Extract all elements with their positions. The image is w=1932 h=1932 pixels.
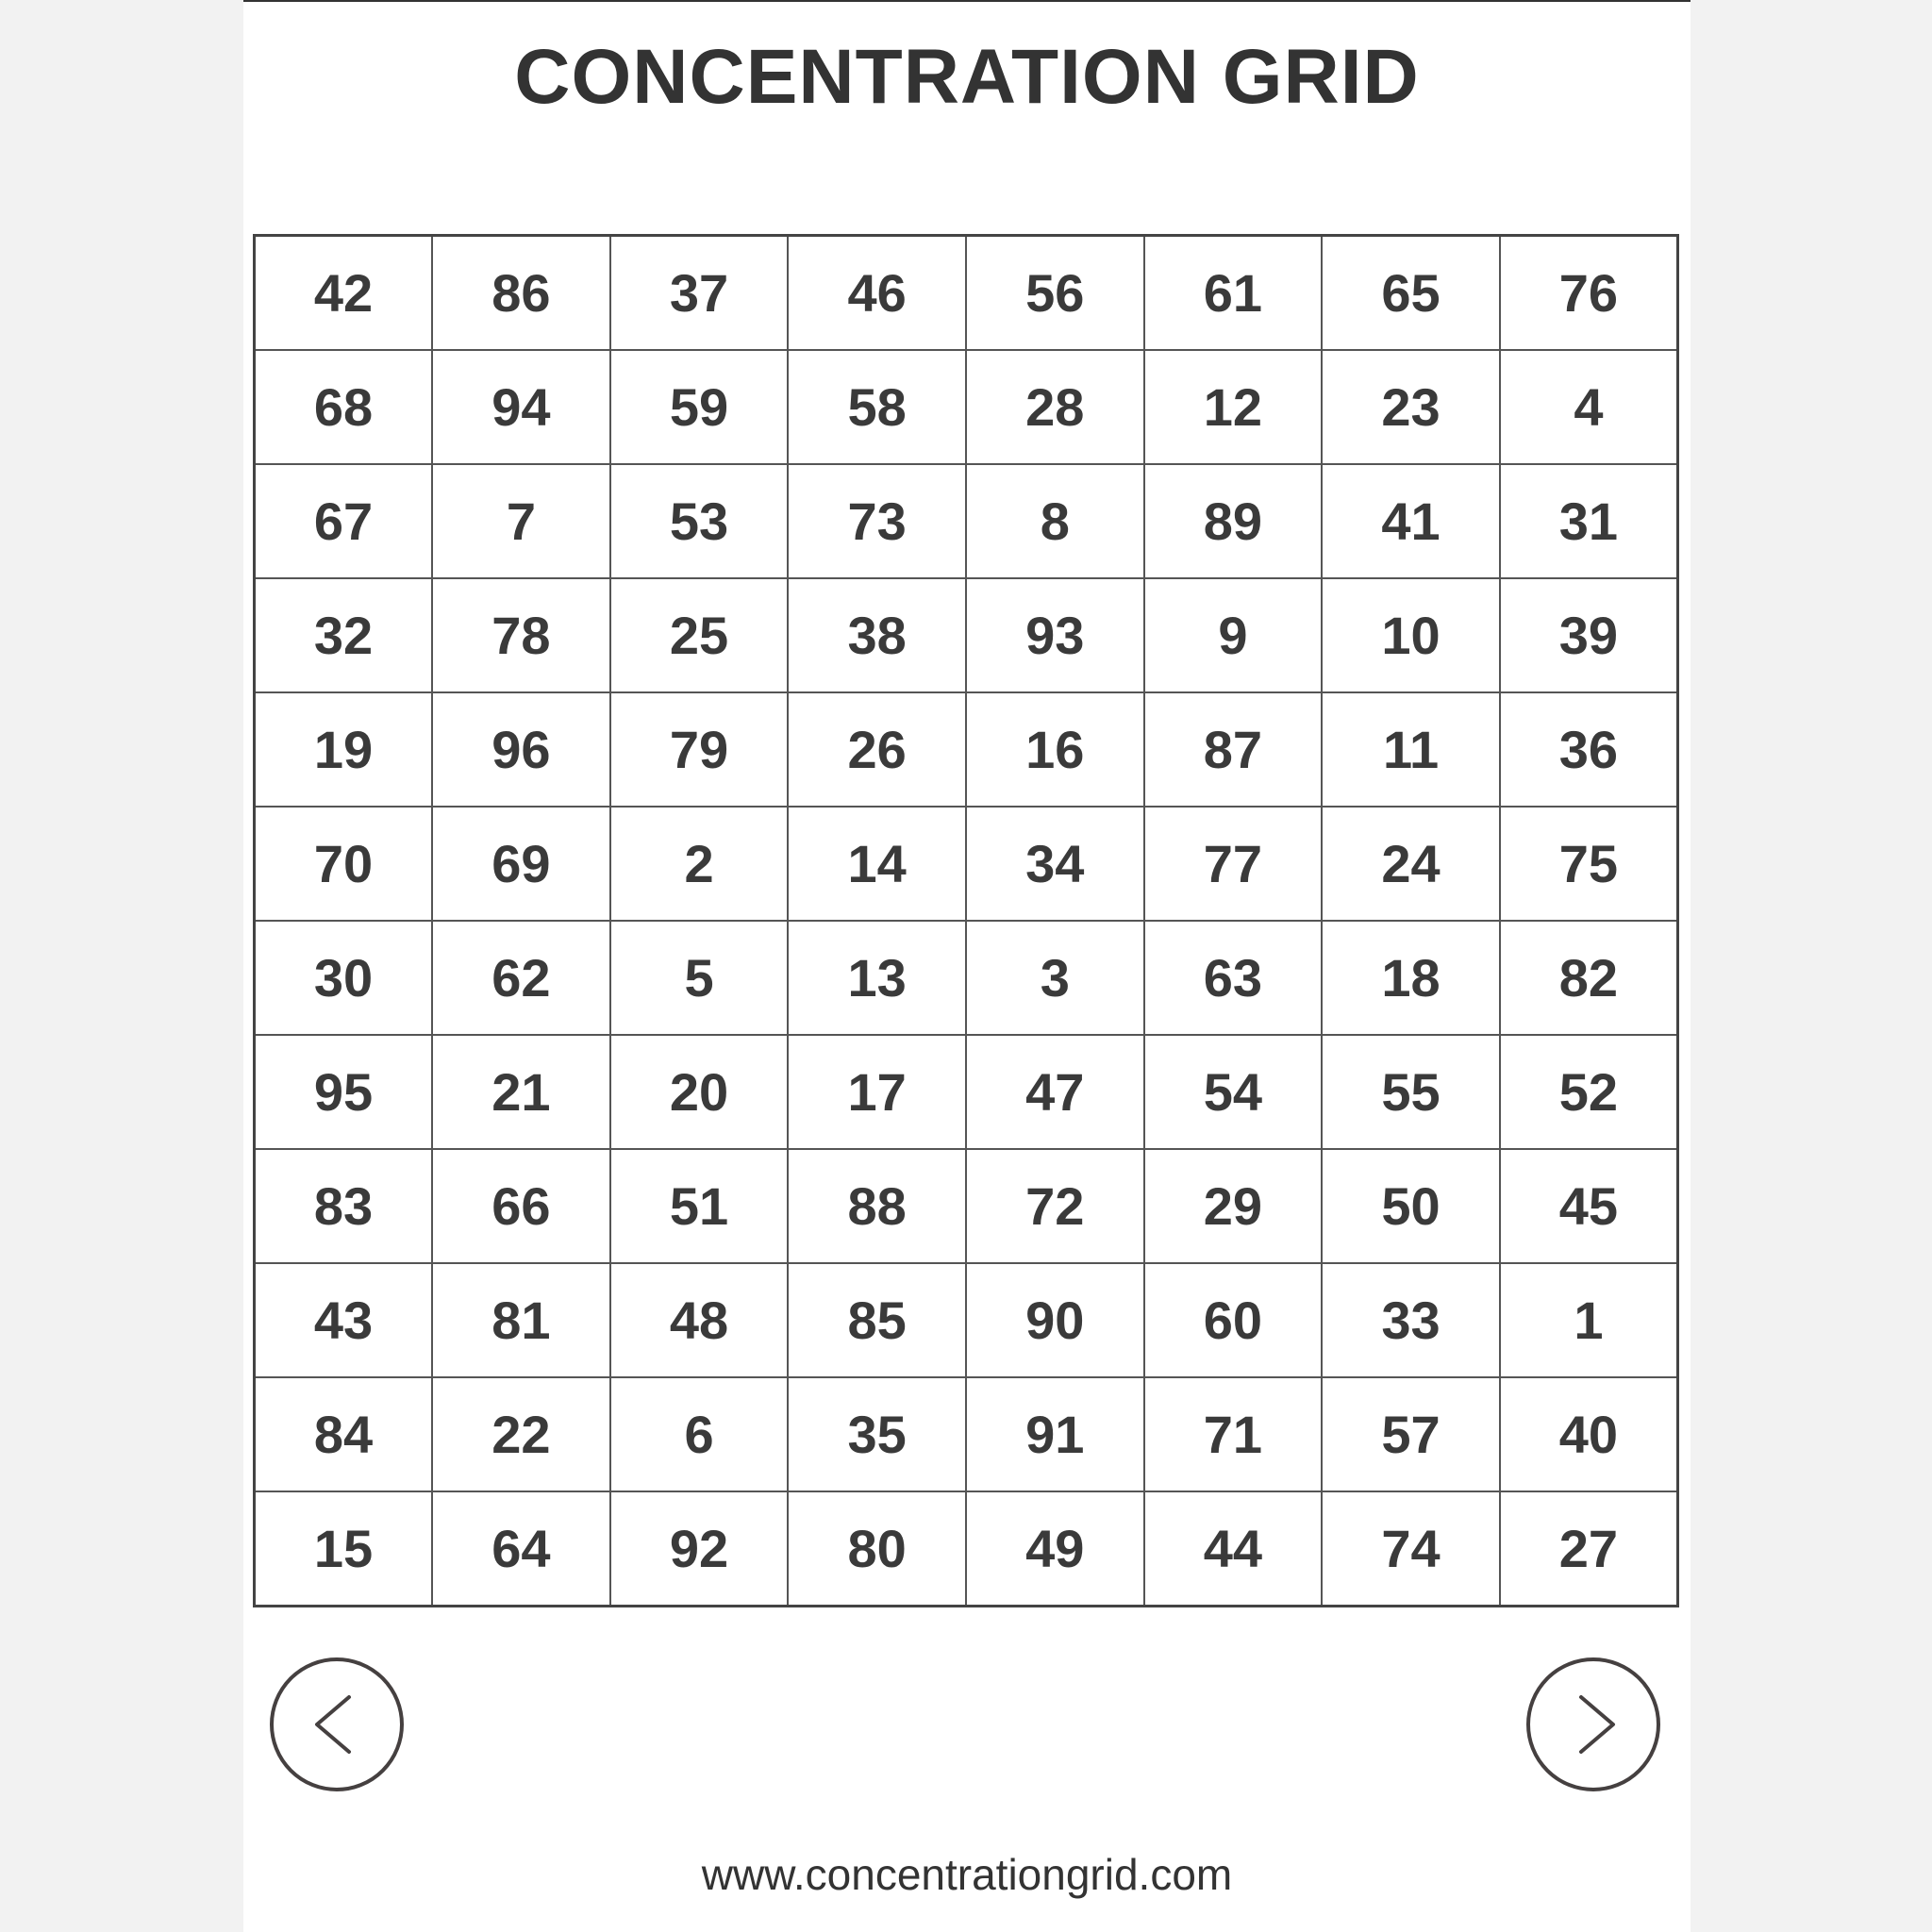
grid-cell[interactable]: 56 <box>966 236 1144 351</box>
grid-cell[interactable]: 18 <box>1322 921 1500 1035</box>
grid-row <box>255 578 1678 692</box>
grid-cell[interactable]: 65 <box>1322 236 1500 351</box>
grid-cell[interactable]: 79 <box>610 692 789 807</box>
page-title: CONCENTRATION GRID <box>514 34 1420 120</box>
grid-row <box>255 236 1678 351</box>
grid-cell[interactable]: 70 <box>255 807 433 921</box>
grid-cell[interactable]: 17 <box>788 1035 966 1149</box>
grid-cell[interactable]: 72 <box>966 1149 1144 1263</box>
chevron-right-icon <box>1530 1661 1657 1788</box>
grid-cell[interactable]: 52 <box>1500 1035 1678 1149</box>
grid-cell[interactable]: 39 <box>1500 578 1678 692</box>
grid-cell[interactable]: 49 <box>966 1491 1144 1607</box>
grid-cell[interactable]: 47 <box>966 1035 1144 1149</box>
grid-cell[interactable]: 80 <box>788 1491 966 1607</box>
grid-cell[interactable]: 50 <box>1322 1149 1500 1263</box>
chevron-left-icon <box>274 1661 400 1788</box>
grid-cell[interactable]: 54 <box>1144 1035 1323 1149</box>
grid-cell[interactable]: 35 <box>788 1377 966 1491</box>
grid-row <box>255 464 1678 578</box>
grid-cell[interactable]: 29 <box>1144 1149 1323 1263</box>
grid-cell[interactable]: 78 <box>432 578 610 692</box>
grid-cell[interactable]: 1 <box>1500 1263 1678 1377</box>
grid-row <box>255 1491 1678 1607</box>
grid-cell[interactable]: 36 <box>1500 692 1678 807</box>
grid-cell[interactable]: 4 <box>1500 350 1678 464</box>
grid-cell[interactable]: 68 <box>255 350 433 464</box>
grid-cell[interactable]: 71 <box>1144 1377 1323 1491</box>
grid-cell[interactable]: 73 <box>788 464 966 578</box>
grid-cell[interactable]: 55 <box>1322 1035 1500 1149</box>
grid-cell[interactable]: 62 <box>432 921 610 1035</box>
grid-cell[interactable]: 14 <box>788 807 966 921</box>
grid-cell[interactable]: 16 <box>966 692 1144 807</box>
worksheet-page <box>243 0 1690 1932</box>
grid-cell[interactable]: 21 <box>432 1035 610 1149</box>
grid-cell[interactable]: 76 <box>1500 236 1678 351</box>
grid-cell[interactable]: 12 <box>1144 350 1323 464</box>
grid-row <box>255 807 1678 921</box>
grid-cell[interactable]: 94 <box>432 350 610 464</box>
grid-cell[interactable]: 89 <box>1144 464 1323 578</box>
grid-row <box>255 1377 1678 1491</box>
grid-cell[interactable]: 25 <box>610 578 789 692</box>
grid-row <box>255 921 1678 1035</box>
grid-row <box>255 1149 1678 1263</box>
grid-cell[interactable]: 3 <box>966 921 1144 1035</box>
grid-row <box>255 692 1678 807</box>
grid-cell[interactable]: 91 <box>966 1377 1144 1491</box>
grid-cell[interactable]: 32 <box>255 578 433 692</box>
grid-cell[interactable]: 22 <box>432 1377 610 1491</box>
grid-cell[interactable]: 66 <box>432 1149 610 1263</box>
grid-cell[interactable]: 87 <box>1144 692 1323 807</box>
grid-cell[interactable]: 61 <box>1144 236 1323 351</box>
grid-cell[interactable]: 77 <box>1144 807 1323 921</box>
grid-cell[interactable]: 34 <box>966 807 1144 921</box>
grid-cell[interactable]: 42 <box>255 236 433 351</box>
grid-cell[interactable]: 6 <box>610 1377 789 1491</box>
grid-cell[interactable]: 8 <box>966 464 1144 578</box>
grid-cell[interactable]: 88 <box>788 1149 966 1263</box>
grid-cell[interactable]: 51 <box>610 1149 789 1263</box>
grid-cell[interactable]: 84 <box>255 1377 433 1491</box>
grid-cell[interactable]: 30 <box>255 921 433 1035</box>
next-button[interactable] <box>1526 1657 1660 1791</box>
grid-cell[interactable]: 67 <box>255 464 433 578</box>
grid-cell[interactable]: 24 <box>1322 807 1500 921</box>
grid-cell[interactable]: 95 <box>255 1035 433 1149</box>
grid-cell[interactable]: 19 <box>255 692 433 807</box>
grid-cell[interactable]: 5 <box>610 921 789 1035</box>
grid-cell[interactable]: 58 <box>788 350 966 464</box>
grid-row <box>255 1263 1678 1377</box>
grid-cell[interactable]: 7 <box>432 464 610 578</box>
number-grid <box>253 234 1679 1607</box>
grid-cell[interactable]: 75 <box>1500 807 1678 921</box>
grid-cell[interactable]: 23 <box>1322 350 1500 464</box>
grid-cell[interactable]: 90 <box>966 1263 1144 1377</box>
grid-cell[interactable]: 15 <box>255 1491 433 1607</box>
previous-button[interactable] <box>270 1657 404 1791</box>
grid-cell[interactable]: 31 <box>1500 464 1678 578</box>
grid-cell[interactable]: 41 <box>1322 464 1500 578</box>
grid-cell[interactable]: 81 <box>432 1263 610 1377</box>
grid-cell[interactable]: 27 <box>1500 1491 1678 1607</box>
grid-cell[interactable]: 44 <box>1144 1491 1323 1607</box>
grid-cell[interactable]: 48 <box>610 1263 789 1377</box>
grid-cell[interactable]: 82 <box>1500 921 1678 1035</box>
grid-cell[interactable]: 86 <box>432 236 610 351</box>
grid-cell[interactable]: 38 <box>788 578 966 692</box>
grid-row <box>255 350 1678 464</box>
grid-cell[interactable]: 13 <box>788 921 966 1035</box>
grid-row <box>255 1035 1678 1149</box>
grid-cell[interactable]: 63 <box>1144 921 1323 1035</box>
grid-cell[interactable]: 43 <box>255 1263 433 1377</box>
grid-cell[interactable]: 64 <box>432 1491 610 1607</box>
grid-cell[interactable]: 85 <box>788 1263 966 1377</box>
grid-cell[interactable]: 69 <box>432 807 610 921</box>
grid-cell[interactable]: 2 <box>610 807 789 921</box>
grid-cell[interactable]: 46 <box>788 236 966 351</box>
grid-cell[interactable]: 74 <box>1322 1491 1500 1607</box>
grid-cell[interactable]: 45 <box>1500 1149 1678 1263</box>
grid-cell[interactable]: 57 <box>1322 1377 1500 1491</box>
grid-cell[interactable]: 40 <box>1500 1377 1678 1491</box>
grid-cell[interactable]: 53 <box>610 464 789 578</box>
grid-cell[interactable]: 28 <box>966 350 1144 464</box>
grid-cell[interactable]: 37 <box>610 236 789 351</box>
grid-cell[interactable]: 59 <box>610 350 789 464</box>
grid-cell[interactable]: 20 <box>610 1035 789 1149</box>
grid-cell[interactable]: 92 <box>610 1491 789 1607</box>
grid-cell[interactable]: 96 <box>432 692 610 807</box>
grid-cell[interactable]: 33 <box>1322 1263 1500 1377</box>
grid-cell[interactable]: 60 <box>1144 1263 1323 1377</box>
grid-cell[interactable]: 9 <box>1144 578 1323 692</box>
grid-cell[interactable]: 11 <box>1322 692 1500 807</box>
footer-url: www.concentrationgrid.com <box>701 1850 1233 1899</box>
grid-cell[interactable]: 10 <box>1322 578 1500 692</box>
grid-cell[interactable]: 93 <box>966 578 1144 692</box>
grid-cell[interactable]: 26 <box>788 692 966 807</box>
grid-cell[interactable]: 83 <box>255 1149 433 1263</box>
